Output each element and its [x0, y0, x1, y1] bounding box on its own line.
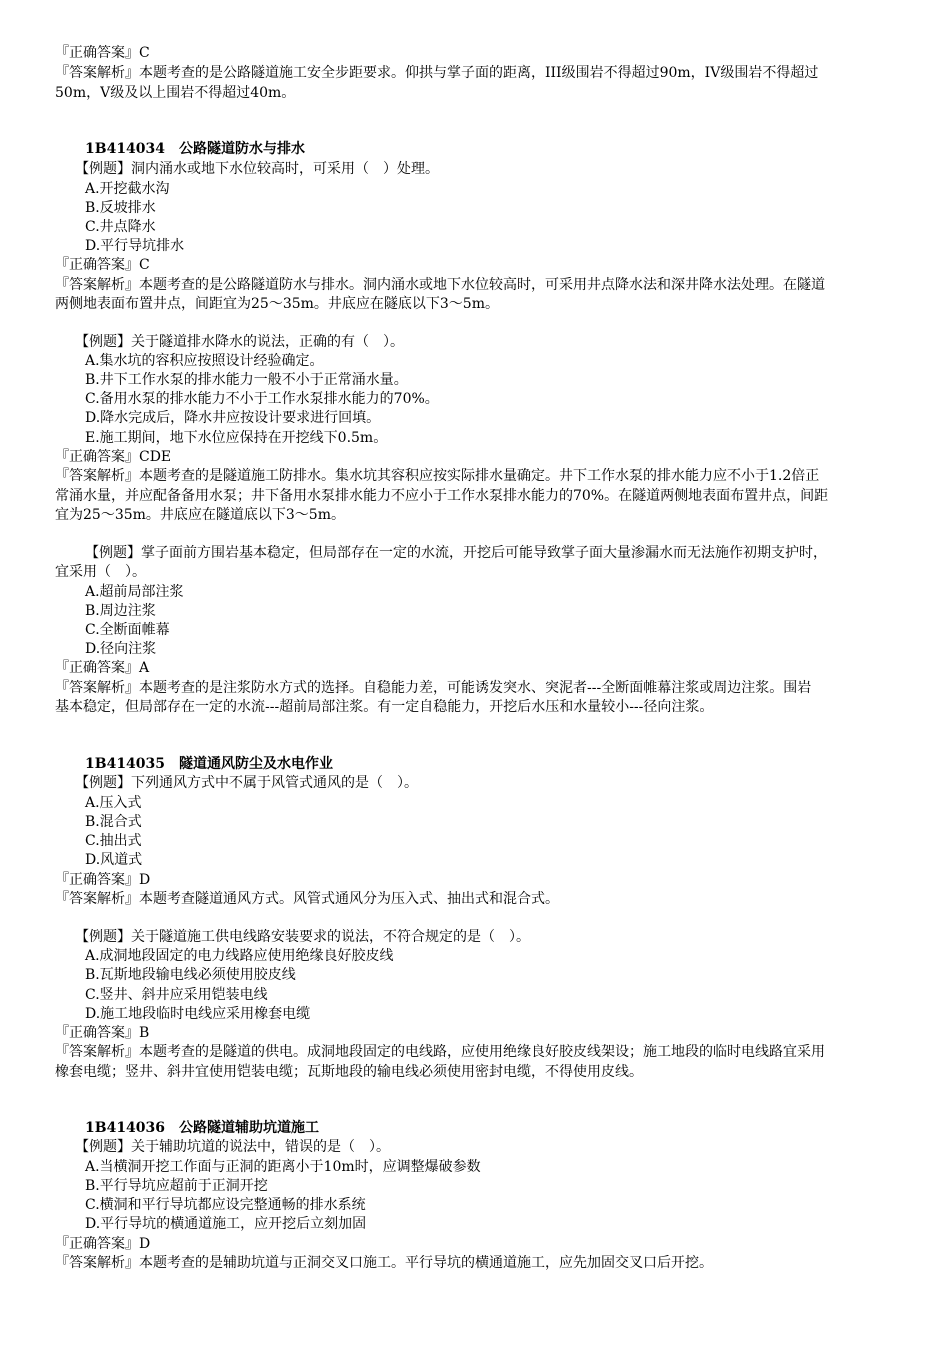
analysis-line: 橡套电缆；竖井、斜井宜使用铠装电缆；瓦斯地段的输电线必须使用密封电缆，不得使用皮线。 [55, 1064, 643, 1080]
analysis-line: 两侧地表面布置井点，间距宜为25～35m。井底应在隧底以下3～5m。 [55, 296, 499, 312]
option-item: B.平行导坑应超前于正洞开挖 [85, 1178, 268, 1194]
question-stem: 【例题】洞内涌水或地下水位较高时，可采用（ ）处理。 [75, 161, 439, 177]
section-title: 隧道通风防尘及水电作业 [179, 756, 334, 772]
option-item: B.周边注浆 [85, 603, 156, 619]
analysis-line: 『答案解析』本题考查的是注浆防水方式的选择。自稳能力差，可能诱发突水、突泥者---全断面帷幕注浆或周边注浆。围岩 [55, 680, 812, 696]
option-item: B.井下工作水泵的排水能力一般不小于正常涌水量。 [85, 372, 408, 388]
section-code: 1B414034 [85, 141, 166, 157]
section-code: 1B414035 [85, 756, 166, 772]
answer-line: 『正确答案』B [55, 1025, 150, 1041]
analysis-line: 常涌水量，并应配备备用水泵；井下备用水泵排水能力不应小于工作水泵排水能力的70%。在隧道两侧地表面布置井点，间距 [55, 488, 829, 504]
analysis-line: 宜为25～35m。井底应在隧道底以下3～5m。 [55, 507, 345, 523]
option-item: E.施工期间，地下水位应保持在开挖线下0.5m。 [85, 430, 388, 446]
option-item: B.混合式 [85, 814, 142, 830]
option-item: D.平行导坑的横通道施工，应开挖后立刻加固 [85, 1216, 367, 1232]
option-item: D.降水完成后，降水井应按设计要求进行回填。 [85, 410, 381, 426]
section-heading [85, 1119, 319, 1138]
option-item: C.抽出式 [85, 833, 142, 849]
analysis-line: 50m，V级及以上围岩不得超过40m。 [55, 85, 296, 101]
option-item: B.反坡排水 [85, 200, 156, 216]
section-title: 公路隧道辅助坑道施工 [179, 1120, 320, 1136]
section-code: 1B414036 [85, 1120, 166, 1136]
answer-line: 『正确答案』CDE [55, 449, 172, 465]
analysis-line: 『答案解析』本题考查的是公路隧道防水与排水。洞内涌水或地下水位较高时，可采用井点降水法和深井降水法处理。在隧道 [55, 277, 825, 293]
option-item: C.井点降水 [85, 219, 156, 235]
option-item: C.全断面帷幕 [85, 622, 170, 638]
question-stem: 【例题】关于隧道排水降水的说法，正确的有（ ）。 [75, 334, 404, 350]
question-stem-cont: 宜采用（ ）。 [55, 564, 146, 580]
option-item: A.集水坑的容积应按照设计经验确定。 [85, 353, 324, 369]
option-item: D.风道式 [85, 852, 143, 868]
option-item: A.当横洞开挖工作面与正洞的距离小于10m时，应调整爆破参数 [85, 1159, 481, 1175]
section-heading [85, 140, 305, 159]
option-item: D.径向注浆 [85, 641, 157, 657]
answer-line: 『正确答案』A [55, 660, 150, 676]
answer-line: 『正确答案』D [55, 1236, 151, 1252]
option-item: A.开挖截水沟 [85, 181, 170, 197]
option-item: C.横洞和平行导坑都应设完整通畅的排水系统 [85, 1197, 366, 1213]
option-item: B.瓦斯地段输电线必须使用胶皮线 [85, 967, 296, 983]
option-item: D.施工地段临时电线应采用橡套电缆 [85, 1006, 311, 1022]
option-item: A.压入式 [85, 795, 142, 811]
analysis-line: 『答案解析』本题考查的是隧道施工防排水。集水坑其容积应按实际排水量确定。井下工作水泵的排水能力应不小于1.2倍正 [55, 468, 820, 484]
answer-line: 『正确答案』C [55, 257, 150, 273]
answer-line: 『正确答案』C [55, 45, 150, 61]
option-item: C.竖井、斜井应采用铠装电线 [85, 987, 268, 1003]
option-item: A.超前局部注浆 [85, 584, 184, 600]
answer-line: 『正确答案』D [55, 872, 151, 888]
section-heading [85, 755, 333, 774]
question-stem: 【例题】掌子面前方围岩基本稳定，但局部存在一定的水流，开挖后可能导致掌子面大量渗漏水而无法施作初期支护时， [85, 545, 827, 561]
question-stem: 【例题】下列通风方式中不属于风管式通风的是（ ）。 [75, 775, 418, 791]
option-item: C.备用水泵的排水能力不小于工作水泵排水能力的70%。 [85, 391, 439, 407]
analysis-line: 『答案解析』本题考查的是辅助坑道与正洞交叉口施工。平行导坑的横通道施工，应先加固交叉口后开挖。 [55, 1255, 713, 1271]
option-item: A.成洞地段固定的电力线路应使用绝缘良好胶皮线 [85, 948, 394, 964]
question-stem: 【例题】关于辅助坑道的说法中，错误的是（ ）。 [75, 1139, 390, 1155]
analysis-line: 『答案解析』本题考查隧道通风方式。风管式通风分为压入式、抽出式和混合式。 [55, 891, 559, 907]
analysis-line: 基本稳定，但局部存在一定的水流---超前局部注浆。有一定自稳能力，开挖后水压和水量较小---径向注浆。 [55, 699, 714, 715]
analysis-line: 『答案解析』本题考查的是公路隧道施工安全步距要求。仰拱与掌子面的距离，III级围岩不得超过90m，IV级围岩不得超过 [55, 65, 819, 81]
question-stem: 【例题】关于隧道施工供电线路安装要求的说法，不符合规定的是（ ）。 [75, 929, 530, 945]
analysis-line: 『答案解析』本题考查的是隧道的供电。成洞地段固定的电线路，应使用绝缘良好胶皮线架设；施工地段的临时电线路宜采用 [55, 1044, 825, 1060]
option-item: D.平行导坑排水 [85, 238, 185, 254]
section-title: 公路隧道防水与排水 [179, 141, 306, 157]
